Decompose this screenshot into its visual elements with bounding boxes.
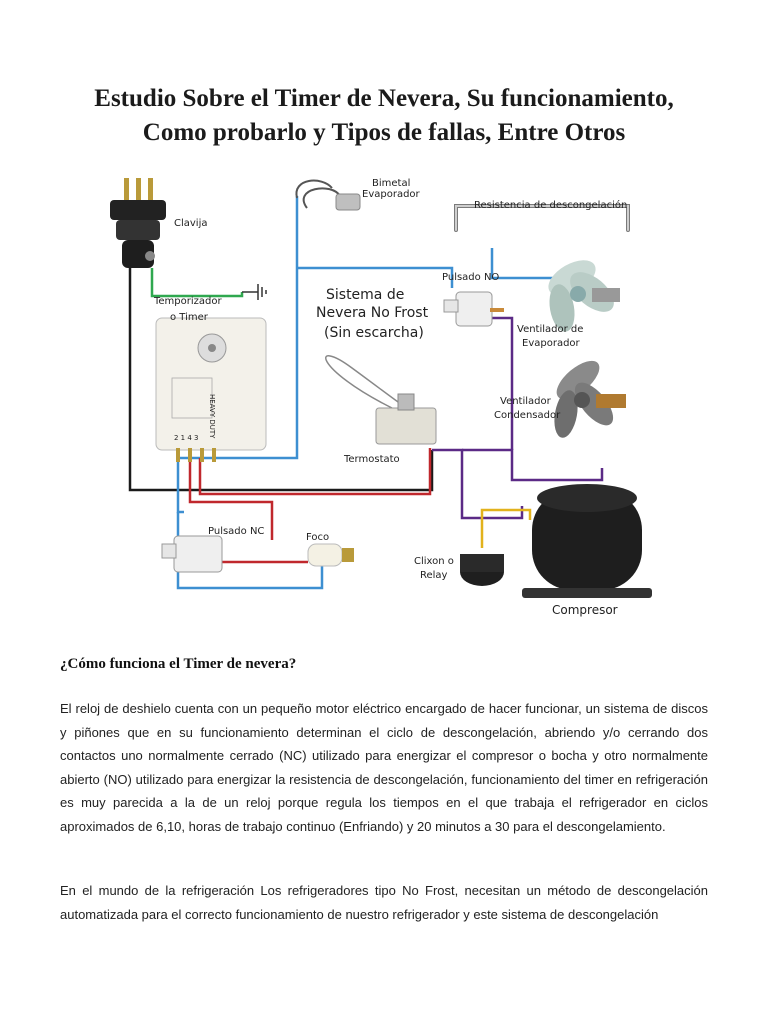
wiring-diagram-graphic (92, 168, 680, 626)
bimetal-illustration (296, 181, 360, 210)
label-compresor: Compresor (552, 603, 618, 617)
label-bimetal-line1: Bimetal (372, 178, 411, 189)
label-temporizador-line2: o Timer (170, 312, 208, 323)
label-ventilador-condensador-line1: Ventilador (500, 396, 551, 407)
label-pulsado-nc: Pulsado NC (208, 526, 265, 537)
title-line-1: Estudio Sobre el Timer de Nevera, Su funcionamiento, (94, 85, 674, 112)
ventilador-condensador-illustration (550, 354, 626, 439)
label-clixon-line2: Relay (420, 570, 448, 581)
label-bimetal-line2: Evaporador (362, 189, 420, 200)
paragraph-2: En el mundo de la refrigeración Los refrigeradores tipo No Frost, necesitan un método de descongelación automatizada para el correcto funcionamiento de nuestro refrigerador y este sistema de descongelación (60, 883, 708, 922)
ventilador-evaporador-illustration (542, 253, 620, 334)
timer-illustration (156, 318, 266, 462)
label-sistema-line2: Nevera No Frost (316, 305, 429, 321)
label-temporizador-line1: Temporizador (154, 296, 222, 307)
wiring-diagram (92, 168, 680, 626)
clixon-illustration (460, 554, 504, 586)
plug-illustration (110, 178, 166, 268)
green-wire (152, 268, 242, 296)
blue-wire-fan (492, 248, 554, 278)
label-ventilador-evaporador-line1: Ventilador de (517, 324, 584, 335)
pulsado-no-illustration (444, 292, 504, 326)
document-title (40, 82, 728, 150)
purple-wire-condensador (462, 450, 602, 480)
blue-wire-top (297, 268, 452, 288)
pulsado-nc-illustration (162, 536, 222, 572)
label-clixon-line1: Clixon o (414, 556, 454, 567)
label-ventilador-condensador-line2: Condensador (494, 410, 561, 421)
label-sistema-line1: Sistema de (326, 287, 405, 303)
compresor-illustration (522, 484, 652, 598)
foco-illustration (308, 544, 354, 566)
label-timer-terminals: 2 1 4 3 (174, 434, 199, 442)
paragraph-1: El reloj de deshielo cuenta con un pequeño motor eléctrico encargado de hacer funcionar, un sistema de discos y piñones que en su funcionamiento determinan el ciclo de descongelación, abriendo y/o cerrando dos contactos uno normalmente cerrado (NC) utilizado para energizar el compresor o bocha y otro normalmente abierto (NO) utilizado para energizar la resistencia de descongelación, funcionamiento del timer en refrigeración es muy parecida a la de un reloj porque regula los tiempos en el que trabaja el refrigerador en ciclos aproximados de 6,10, horas de trabajo continuo (Enfriando) y 20 minutos a 30 para el descongelamiento. (60, 701, 708, 834)
termostato-illustration (326, 356, 436, 444)
label-sistema-line3: (Sin escarcha) (324, 325, 424, 341)
label-resistencia: Resistencia de descongelación (474, 200, 628, 211)
label-timer-brand: HEAVY DUTY (208, 394, 216, 439)
label-termostato: Termostato (344, 454, 400, 465)
ground-icon (242, 284, 266, 300)
label-ventilador-evaporador-line2: Evaporador (522, 338, 580, 349)
section-heading: ¿Cómo funciona el Timer de nevera? (60, 656, 297, 672)
label-clavija: Clavija (174, 218, 208, 229)
purple-wire-compresor (432, 450, 522, 518)
label-foco: Foco (306, 532, 330, 543)
purple-wire-evaporador (482, 318, 512, 450)
label-pulsado-no: Pulsado NO (442, 272, 500, 283)
title-line-2: Como probarlo y Tipos de fallas, Entre Otros (142, 119, 626, 146)
